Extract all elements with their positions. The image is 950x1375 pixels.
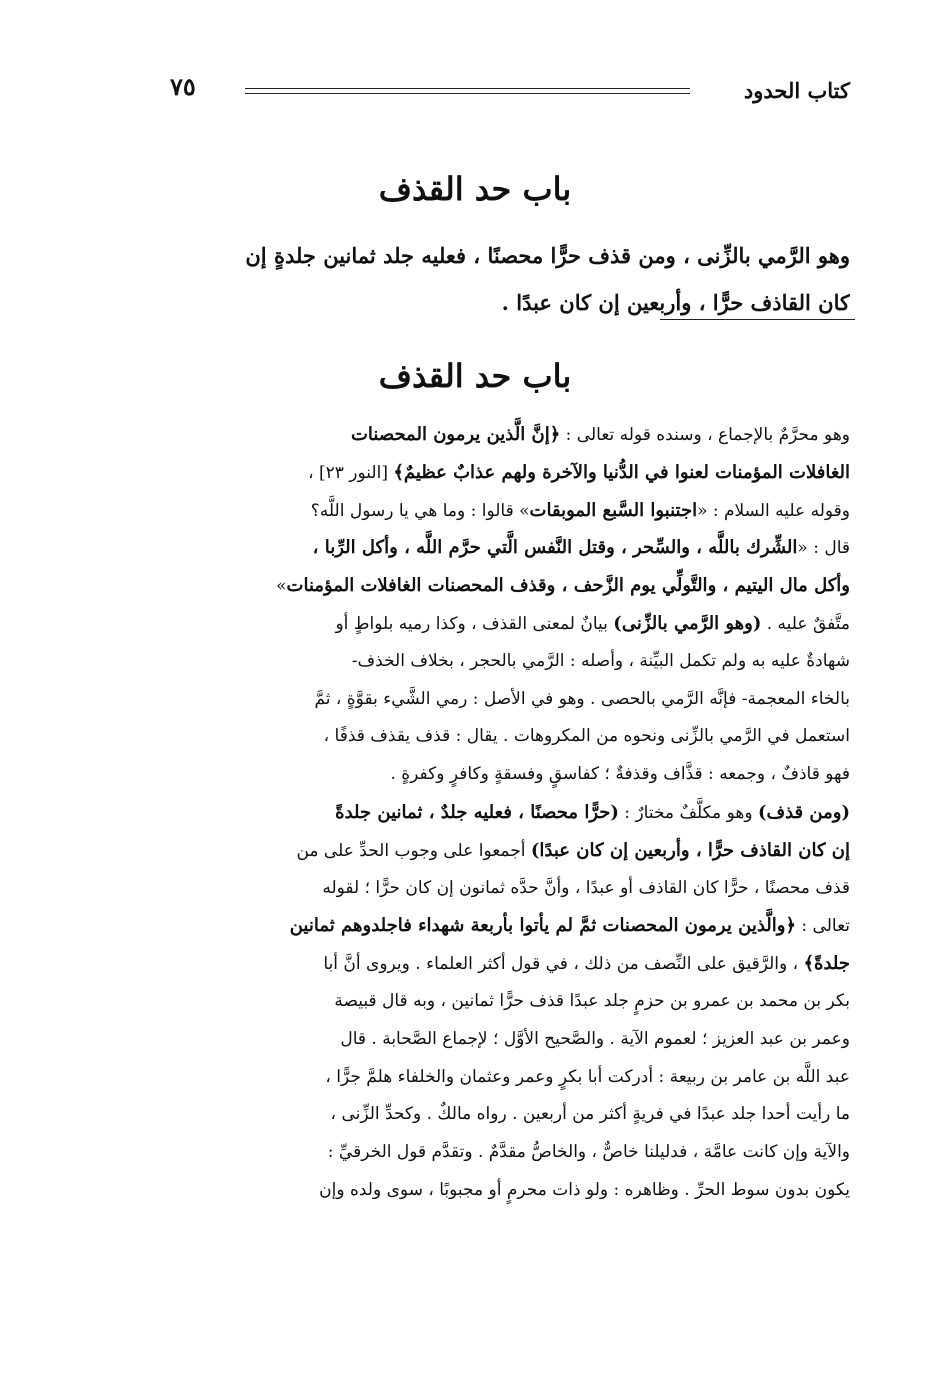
text-line xyxy=(122,416,850,454)
bold-segment: (ومن قذف) xyxy=(757,801,850,823)
text-line xyxy=(122,1059,850,1097)
running-header-book-title: كتاب الحدود xyxy=(743,78,850,103)
text-line xyxy=(122,718,850,756)
text-segment: ما رأيت أحدا جلد عبدًا في فريةٍ أكثر من أربعين . رواه مالكٌ . وكحدِّ الزِّنى ، xyxy=(330,1104,850,1125)
chapter-title: باب حد القذف xyxy=(378,170,572,208)
text-segment: استعمل في الرَّمي بالزِّنى ونحوه من المكروهات . يقال : قذف يقذف قذفًا ، xyxy=(323,726,850,747)
bold-segment: (وهو الرَّمي بالزِّنى) xyxy=(613,612,762,634)
bold-segment: (حرًّا محصنًا ، فعليه جلدٌ ، ثمانين جلدةً xyxy=(335,801,619,823)
bold-segment: الشِّرك باللَّه ، والسِّحر ، وقتل النَّفس الَّتي حرَّم اللَّه ، وأكل الرِّبا ، xyxy=(312,537,798,559)
running-header xyxy=(120,70,850,110)
text-segment: ، والرَّقيق على النِّصف من ذلك ، في قول أكثر العلماء . ويروى أنَّ أبا xyxy=(323,954,804,975)
matn-line: وهو الرَّمي بالزِّنى ، ومن قذف حرًّا محصنًا ، فعليه جلد ثمانين جلدةٍ إن xyxy=(245,243,850,268)
bold-segment: اجتنبوا السَّبع الموبقات xyxy=(529,499,698,521)
header-rule-second xyxy=(245,93,690,94)
text-segment: والآية وإن كانت عامَّة ، فدليلنا خاصٌّ ، والخاصُّ مقدَّمٌ . وتقدَّم قول الخرقيِّ : xyxy=(327,1142,850,1163)
text-segment: فهو قاذفٌ ، وجمعه : قذَّاف وقذفةٌ ؛ كفاسقٍ وفسقةٍ وكافرٍ وكفرةٍ . xyxy=(390,764,850,785)
text-line xyxy=(122,832,850,870)
text-line xyxy=(122,1172,850,1210)
text-line xyxy=(122,643,850,681)
text-line xyxy=(122,1096,850,1134)
text-segment: قال : « xyxy=(797,538,850,559)
text-segment: متَّفقٌ عليه . xyxy=(761,613,850,634)
text-segment: تعالى : xyxy=(796,916,850,937)
text-line xyxy=(122,794,850,832)
bold-segment: الغافلات المؤمنات لعنوا في الدُّنيا والآخرة ولهم عذابٌ عظيمٌ﴾ xyxy=(393,461,850,483)
text-segment: وعمر بن عبد العزيز ؛ لعموم الآية . والصَّحيح الأوَّل ؛ لإجماع الصَّحابة . قال xyxy=(340,1028,850,1049)
text-segment: قذف محصنًا ، حرًّا كان القاذف أو عبدًا ، وأنَّ حدَّه ثمانون إن كان حرًّا ؛ لقوله xyxy=(322,877,850,898)
bold-segment: وأكل مال اليتيم ، والتَّولِّي يوم الزَّحف ، وقذف المحصنات الغافلات المؤمنات xyxy=(286,575,850,597)
bold-segment: ﴿والَّذين يرمون المحصنات ثمَّ لم يأتوا بأربعة شهداء فاجلدوهم ثمانين xyxy=(289,915,796,937)
text-line xyxy=(122,945,850,983)
header-rule xyxy=(245,88,690,89)
text-line xyxy=(122,529,850,567)
text-segment: عبد اللَّه بن عامر بن ربيعة : أدركت أبا بكرٍ وعمر وعثمان والخلفاء هلمَّ جرًّا ، xyxy=(325,1066,850,1087)
text-line xyxy=(122,1134,850,1172)
text-line xyxy=(122,756,850,794)
text-segment: » قالوا : وما هي يا رسول اللَّه؟ xyxy=(310,500,530,521)
text-line xyxy=(122,870,850,908)
text-segment: شهادةٌ عليه به ولم تكمل البيِّنة ، وأصله : الرَّمي بالحجر ، بخلاف الخذف- xyxy=(351,650,850,671)
matn-text xyxy=(128,232,850,326)
matn-line: كان القاذف حرًّا ، وأربعين إن كان عبدًا . xyxy=(501,290,850,315)
text-line xyxy=(122,907,850,945)
text-segment: بالخاء المعجمة- فإنَّه الرَّمي بالحصى . وهو في الأصل : رمي الشَّيء بقوَّةٍ ، ثمَّ xyxy=(314,688,850,709)
text-segment: وهو مكلَّفٌ مختارٌ : xyxy=(618,802,758,823)
text-line xyxy=(122,605,850,643)
text-segment: وقوله عليه السلام : « xyxy=(697,500,850,521)
commentary-body xyxy=(122,416,850,1210)
text-line xyxy=(122,567,850,605)
text-segment: بيانٌ لمعنى القذف ، وكذا رميه بلواطٍ أو xyxy=(335,613,614,634)
page-number: ٧٥ xyxy=(170,72,196,101)
text-segment: بكر بن محمد بن عمرو بن حزمٍ جلد عبدًا قذف حرًّا ثمانين ، وبه قال قبيصة xyxy=(334,990,850,1011)
footnote-separator xyxy=(660,319,855,320)
bold-segment: جلدةً﴾ xyxy=(803,953,850,975)
text-segment: وهو محرَّمٌ بالإجماع ، وسنده قوله تعالى : xyxy=(560,425,850,445)
text-line xyxy=(122,454,850,492)
commentary-title: باب حد القذف xyxy=(378,357,572,395)
text-segment: أجمعوا على وجوب الحدِّ على من xyxy=(296,840,531,861)
text-segment: يكون بدون سوط الحرِّ . وظاهره : ولو ذات محرمٍ أو مجبوبًا ، سوى ولده وإن xyxy=(319,1179,850,1200)
text-line xyxy=(122,681,850,719)
text-line xyxy=(122,1021,850,1059)
text-segment: » xyxy=(276,576,287,597)
text-line xyxy=(122,983,850,1021)
text-line xyxy=(122,492,850,530)
bold-segment: إن كان القاذف حرًّا ، وأربعين إن كان عبدًا) xyxy=(530,839,850,861)
bold-segment: ﴿إنَّ الَّذين يرمون المحصنات xyxy=(350,424,561,445)
text-segment: [النور ٢٣] ، xyxy=(308,462,394,483)
